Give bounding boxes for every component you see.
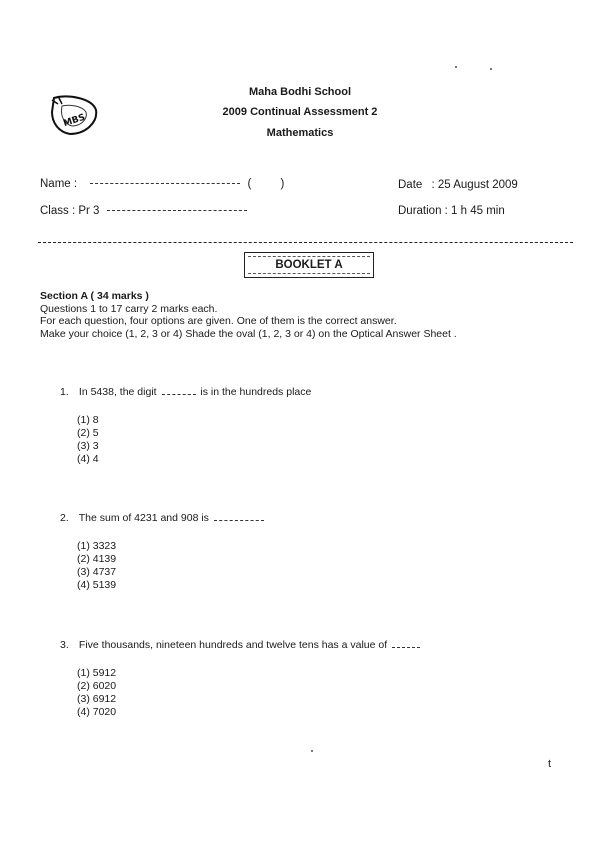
option: (2) 6020 bbox=[77, 680, 117, 692]
subject-title: Mathematics bbox=[266, 127, 334, 139]
booklet-text: BOOKLET A bbox=[275, 259, 343, 271]
answer-blank bbox=[162, 394, 196, 395]
class-label: Class : Pr 3 bbox=[40, 205, 100, 217]
section-title: Section A ( 34 marks ) bbox=[40, 290, 149, 302]
question-text: Five thousands, nineteen hundreds and twelve tens has a value of bbox=[78, 639, 388, 651]
question-text: The sum of 4231 and 908 is bbox=[78, 512, 209, 524]
name-row bbox=[40, 178, 284, 190]
class-row bbox=[40, 205, 247, 217]
question-3-options bbox=[77, 667, 116, 719]
option: (1) 3323 bbox=[77, 540, 117, 552]
school-name: Maha Bodhi School bbox=[248, 86, 352, 98]
answer-blank bbox=[214, 520, 264, 521]
section-divider bbox=[38, 242, 573, 243]
name-bracket-close: ) bbox=[280, 178, 285, 190]
scan-speck bbox=[311, 750, 313, 752]
option: (2) 4139 bbox=[77, 553, 117, 565]
duration: Duration : 1 h 45 min bbox=[398, 205, 505, 217]
scan-speck bbox=[455, 66, 457, 68]
question-text: In 5438, the digit bbox=[78, 386, 157, 398]
name-bracket-open: ( bbox=[247, 178, 252, 190]
assessment-title: 2009 Continual Assessment 2 bbox=[222, 106, 378, 118]
school-logo bbox=[48, 92, 100, 138]
scan-speck bbox=[490, 68, 492, 70]
question-text-end: is in the hundreds place bbox=[200, 386, 312, 398]
option: (2) 5 bbox=[77, 427, 99, 439]
option: (4) 7020 bbox=[77, 706, 117, 718]
date-value: : 25 August 2009 bbox=[431, 179, 518, 191]
option: (1) 5912 bbox=[77, 667, 117, 679]
date-row bbox=[398, 179, 518, 191]
booklet-label bbox=[244, 252, 374, 278]
question-2-options bbox=[77, 540, 116, 592]
logo-text: MBS bbox=[62, 112, 87, 130]
question-1 bbox=[60, 386, 311, 398]
option: (1) 8 bbox=[77, 414, 99, 426]
name-blank bbox=[90, 183, 240, 184]
question-number: 3. bbox=[60, 639, 69, 651]
option: (3) 3 bbox=[77, 440, 99, 452]
date-label: Date bbox=[398, 179, 423, 191]
option: (3) 4737 bbox=[77, 566, 117, 578]
instruction-line: For each question, four options are given. One of them is the correct answer. bbox=[40, 315, 397, 327]
instruction-line: Questions 1 to 17 carry 2 marks each. bbox=[40, 302, 218, 315]
question-number: 1. bbox=[60, 386, 69, 398]
question-3 bbox=[60, 639, 422, 651]
footer-mark: t bbox=[548, 758, 552, 770]
option: (4) 5139 bbox=[77, 579, 117, 591]
question-2 bbox=[60, 512, 266, 524]
instruction-line: Make your choice (1, 2, 3 or 4) Shade the oval (1, 2, 3 or 4) on the Optical Answer Sheet . bbox=[40, 327, 457, 340]
question-number: 2. bbox=[60, 512, 69, 524]
option: (4) 4 bbox=[77, 453, 99, 465]
name-label: Name : bbox=[40, 178, 78, 190]
section-instructions bbox=[40, 290, 457, 340]
answer-blank bbox=[392, 647, 420, 648]
option: (3) 6912 bbox=[77, 693, 117, 705]
question-1-options bbox=[77, 414, 99, 466]
class-blank bbox=[107, 210, 247, 211]
